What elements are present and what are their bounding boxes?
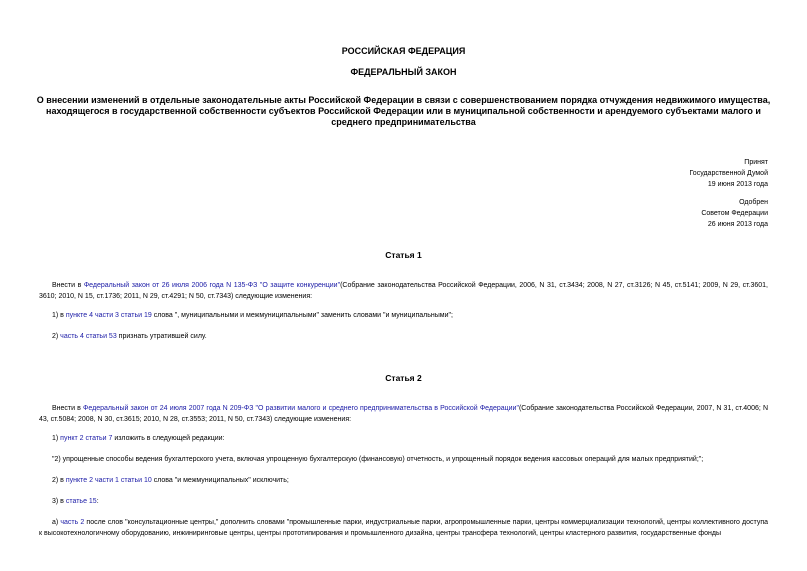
link-art15[interactable]: статье 15 (65, 498, 97, 505)
article-1-item-2: 2) часть 4 статьи 53 признать утратившей силу. (52, 333, 207, 340)
article-2-quote: "2) упрощенные способы ведения бухгалтерского учета, включая упрощенную бухгалтерскую (финансовую) отчетность, и упрощенный порядок ведения кассовых операций для малых предприятий;"; (52, 456, 704, 463)
accepted-by: Государственной Думой (689, 170, 768, 177)
link-law-209[interactable]: Федеральный закон от 24 июля 2007 года N 209-ФЗ "О развитии малого и среднего предпринимательства в Российской Федерации" (83, 405, 519, 412)
doc-type-heading: ФЕДЕРАЛЬНЫЙ ЗАКОН (350, 67, 457, 77)
country-heading: РОССИЙСКАЯ ФЕДЕРАЦИЯ (341, 46, 466, 56)
approved-by: Советом Федерации (701, 210, 768, 217)
approved-date: 26 июня 2013 года (707, 221, 768, 228)
link-art10[interactable]: пункте 2 части 1 статьи 10 (65, 477, 152, 484)
article-2-heading: Статья 2 (385, 373, 422, 383)
article-1-heading: Статья 1 (385, 250, 422, 260)
link-art7[interactable]: пункт 2 статьи 7 (60, 435, 113, 442)
link-art53[interactable]: часть 4 статьи 53 (60, 333, 117, 340)
article-1-intro: Внести в Федеральный закон от 26 июля 2006 года N 135-ФЗ "О защите конкуренции"(Собрание законодательства Российской Федерации, 2006, N 31, ст.3434; 2008, N 27, ст.3126; N 45, ст.5141; 2009, N 29, ст.3601, 3610; 2010, N 15, ст.1736; 2011, N 29, ст.4291; N 50, ст.7343) следующие изменения: (39, 282, 768, 300)
article-2-sub-a: а) часть 2 после слов "консультационные центры," дополнить словами "промышленные парки, индустриальные парки, агропромышленные парки, центры коммерциализации технологий, центры коллективного доступа к высокотехнологичному оборудованию, инжиниринговые центры, центры прототипирования и промышленного дизайна, центры трансфера технологий, центры кластерного развития, государственные фонды (39, 519, 769, 537)
law-title: О внесении изменений в отдельные законодательные акты Российской Федерации в связи с совершенствованием порядка отчуждения недвижимого имущества, находящегося в государственной собственности субъектов Российской Федерации или в муниципальной собственности и арендуемого субъектами малого и среднего предпринимательства (36, 95, 771, 127)
article-2-intro: Внести в Федеральный закон от 24 июля 2007 года N 209-ФЗ "О развитии малого и среднего предпринимательства в Российской Федерации"(Собрание законодательства Российской Федерации, 2007, N 31, ст.4006; N 43, ст.5084; 2008, N 30, ст.3615; 2010, N 28, ст.3553; 2011, N 50, ст.7343) следующие изменения: (39, 405, 769, 423)
accepted-label: Принят (744, 159, 768, 166)
adoption-block (689, 157, 768, 230)
link-part2[interactable]: часть 2 (60, 519, 85, 526)
link-law-135[interactable]: Федеральный закон от 26 июля 2006 года N 135-ФЗ "О защите конкуренции" (83, 282, 341, 289)
article-2-item-1: 1) пункт 2 статьи 7 изложить в следующей редакции: (52, 435, 225, 442)
article-1-item-1: 1) в пункте 4 части 3 статьи 19 слова ", муниципальными и межмуниципальными" заменить словами "и муниципальными"; (52, 312, 453, 319)
link-art19[interactable]: пункте 4 части 3 статьи 19 (65, 312, 152, 319)
approved-label: Одобрен (739, 199, 768, 206)
accepted-date: 19 июня 2013 года (707, 181, 768, 188)
article-2-item-2: 2) в пункте 2 части 1 статьи 10 слова "и межмуниципальных" исключить; (52, 477, 289, 484)
article-2-item-3: 3) в статье 15: (52, 498, 99, 505)
